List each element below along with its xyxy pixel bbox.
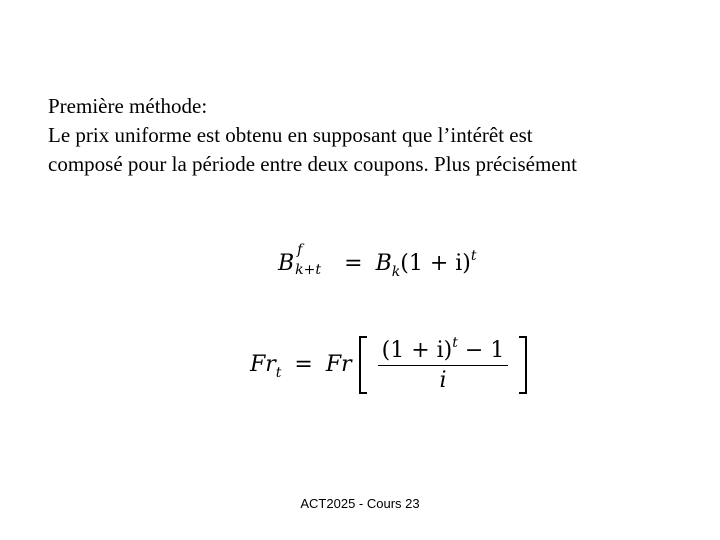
formula-2-fraction <box>378 334 509 393</box>
text-line-1: Le prix uniforme est obtenu en supposant que l’intérêt est <box>48 123 533 147</box>
numerator-paren: (1 + i) <box>381 337 453 363</box>
formula-1-rhs-paren: (1 + i) <box>400 251 471 276</box>
section-heading: Première méthode: <box>48 94 208 118</box>
formula-2-equals: = <box>294 352 313 377</box>
formula-1-lhs-symbol: B <box>278 251 295 276</box>
formula-1-rhs-symbol: B <box>375 251 392 276</box>
slide-footer: ACT2025 - Cours 23 <box>300 496 420 511</box>
numerator-exponent: t <box>452 334 458 351</box>
formula-2-lhs-sub: t <box>275 365 282 381</box>
formula-dirty-price <box>278 242 477 282</box>
right-bracket <box>519 336 527 394</box>
fraction-numerator <box>378 334 509 366</box>
body-text <box>48 92 708 179</box>
formula-1-rhs-exponent: t <box>470 248 477 264</box>
formula-accrued-coupon <box>250 336 527 394</box>
formula-1-lhs-indices <box>295 242 331 282</box>
formula-2-rhs-symbol: Fr <box>325 352 352 377</box>
formula-1-lhs-sup: f <box>297 242 303 258</box>
formula-2-lhs-symbol: Fr <box>250 352 276 377</box>
left-bracket <box>359 336 367 394</box>
text-line-2: composé pour la période entre deux coupons. Plus précisément <box>48 152 577 176</box>
fraction-denominator: i <box>439 367 447 393</box>
formula-2-bracket-group <box>359 336 528 394</box>
formula-1-lhs-sub: k+t <box>295 262 322 278</box>
formula-1-equals: = <box>344 251 363 276</box>
numerator-tail: − 1 <box>457 337 505 363</box>
formula-1-rhs-sub: k <box>391 264 401 280</box>
